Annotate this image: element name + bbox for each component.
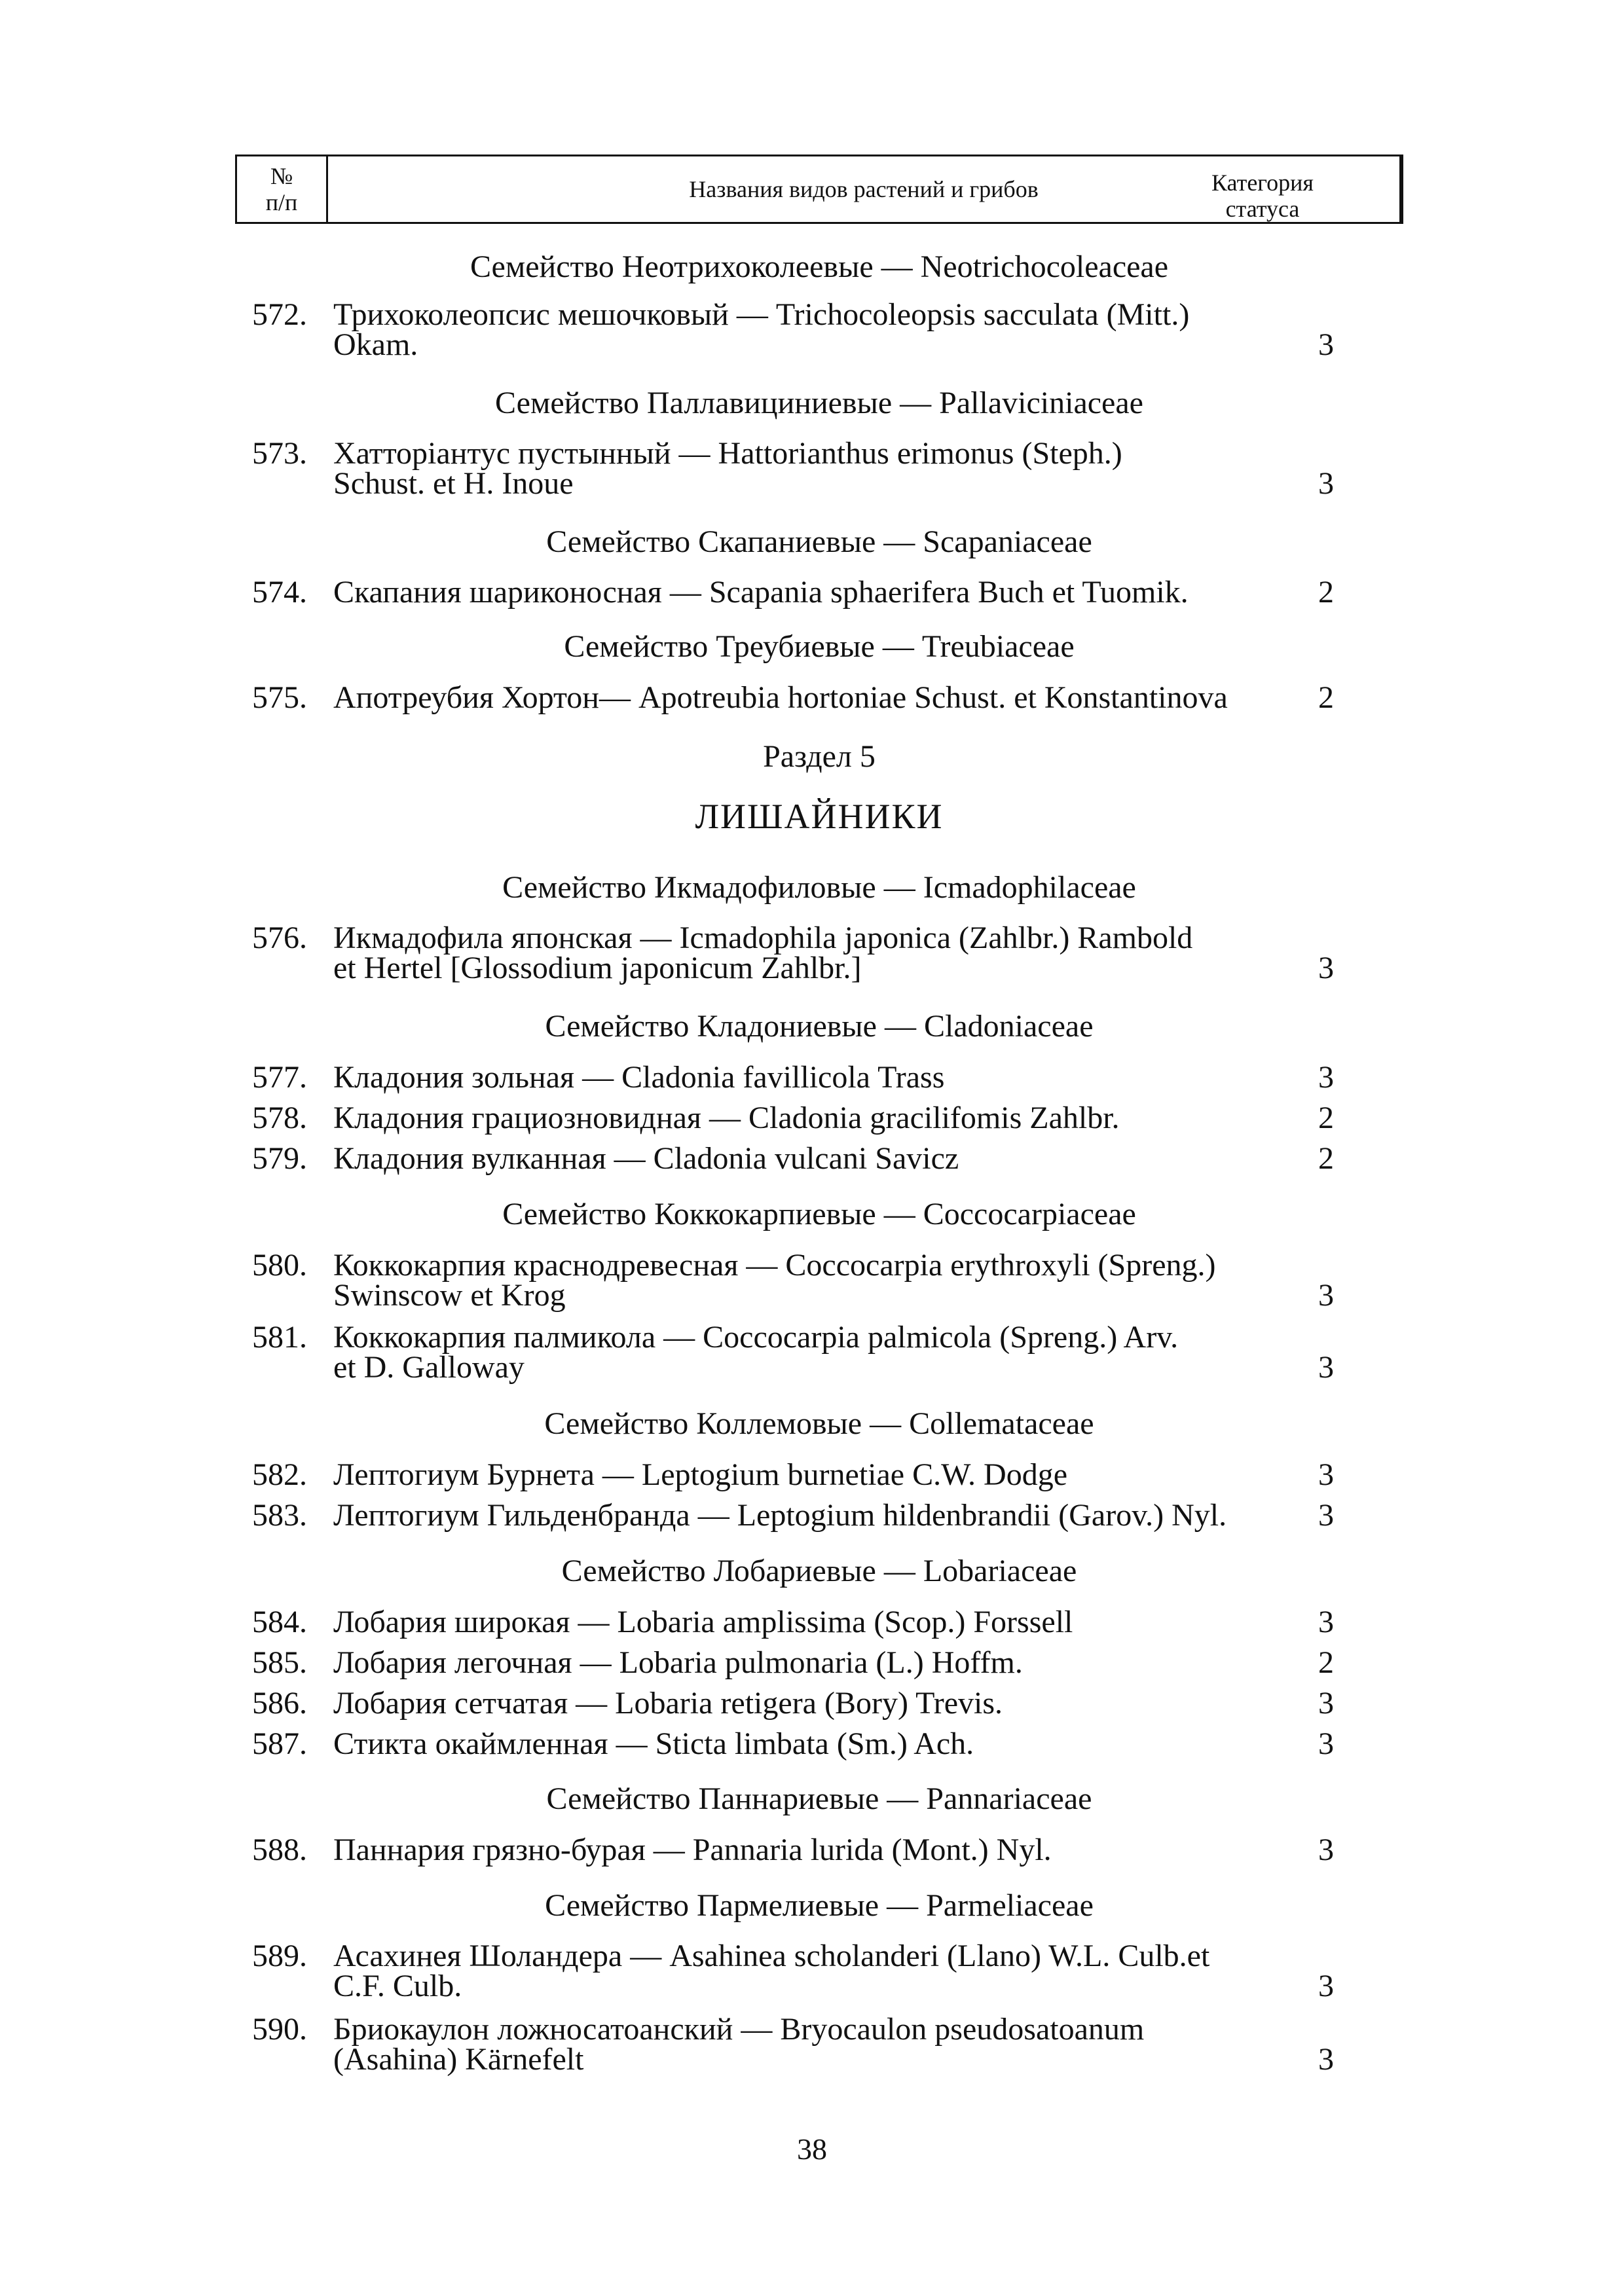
entry-line: Стикта окаймленная — Sticta limbata (Sm.) Ach. [333,1726,974,1761]
list-item [235,1141,1403,1176]
entry-text [333,1688,1329,1719]
list-item [235,2014,1403,2075]
entry-number: 582. [252,1457,307,1492]
family-heading: Семейство Пармелиевые — Parmeliaceae [545,1888,1094,1923]
entry-line: Апотреубия Хортон— Apotreubia hortoniae Schust. et Konstantinova [333,680,1228,715]
entry-text [333,1607,1329,1637]
entry-category: 3 [1318,951,1334,985]
entry-category: 3 [1318,1686,1334,1721]
entry-line: Лобария сетчатая — Lobaria retigera (Bory) Trevis. [333,1686,1003,1721]
list-item [235,1060,1403,1095]
family-heading: Семейство Паннариевые — Pannariaceae [546,1781,1092,1816]
entry-text [333,1141,1329,1176]
entry-line: Скапания шариконосная — Scapania sphaerifera Buch et Tuomik. [333,575,1189,610]
list-item [235,1688,1403,1719]
entry-text [333,1250,1329,1311]
entry-line: Okam. [333,327,418,362]
entry-line: Лобария широкая — Lobaria amplissima (Scop.) Forssell [333,1605,1073,1639]
entry-line: Коккокарпия палмикола — Coccocarpia palmicola (Spreng.) Arv. [333,1320,1179,1355]
family-heading: Семейство Коллемовые — Collemataceae [544,1406,1094,1441]
entry-text [333,436,1329,501]
entry-category: 3 [1318,1969,1334,2003]
entry-category: 3 [1318,1457,1334,1492]
entry-category: 3 [1318,327,1334,362]
header-name-label: Названия видов растений и грибов [689,176,1039,202]
entry-number: 575. [252,680,307,715]
list-item [235,920,1403,985]
section-label: Раздел 5 [763,739,876,774]
entry-line: Кладония грациозновидная — Cladonia gracilifomis Zahlbr. [333,1101,1120,1135]
entry-text [333,1726,1329,1761]
entry-line: et D. Galloway [333,1350,525,1385]
entry-text [333,1941,1329,2001]
entry-category: 2 [1318,1101,1334,1135]
entry-category: 3 [1318,2042,1334,2077]
family-heading: Семейство Паллавициниевые — Pallaviciniaceae [495,386,1143,420]
entry-line: Swinscow et Krog [333,1278,566,1313]
entry-text [333,1832,1329,1867]
entry-number: 586. [252,1686,307,1721]
header-category-line2: статуса [1225,196,1300,222]
entry-category: 2 [1318,1141,1334,1176]
entry-category: 3 [1318,1278,1334,1313]
entry-number: 577. [252,1060,307,1095]
entry-line: Лептогиум Гильденбранда — Leptogium hildenbrandii (Garov.) Nyl. [333,1498,1227,1533]
entry-line: Икмадофила японская — Icmadophila japonica (Zahlbr.) Rambold [333,920,1193,955]
entry-line: (Asahina) Kärnefelt [333,2042,584,2077]
list-item [235,1726,1403,1761]
entry-category: 3 [1318,1605,1334,1639]
family-heading: Семейство Скапаниевые — Scapaniaceae [546,524,1092,559]
entry-number: 572. [252,297,307,332]
list-item [235,1645,1403,1680]
entry-text [333,1103,1329,1133]
family-heading: Семейство Лобариевые — Lobariaceae [561,1554,1077,1588]
entry-line: Трихоколеопсис мешочковый — Trichocoleopsis sacculata (Mitt.) [333,297,1190,332]
entry-category: 3 [1318,466,1334,501]
list-item [235,1941,1403,2001]
family-heading: Семейство Неотрихоколеевые — Neotrichocoleaceae [470,249,1169,284]
list-item [235,1498,1403,1533]
entry-line: et Hertel [Glossodium japonicum Zahlbr.] [333,951,862,985]
header-category-column [1193,170,1332,222]
entry-category: 3 [1318,1726,1334,1761]
entry-number: 574. [252,575,307,610]
entry-category: 3 [1318,1498,1334,1533]
entry-text [333,297,1329,362]
header-number-abbr: п/п [265,189,298,215]
entry-number: 579. [252,1141,307,1176]
entry-line: Паннария грязно-бурая — Pannaria lurida (Mont.) Nyl. [333,1832,1052,1867]
list-item [235,577,1403,608]
entry-line: Лобария легочная — Lobaria pulmonaria (L.) Hoffm. [333,1645,1023,1680]
entry-text [333,1060,1329,1095]
entry-text [333,1322,1329,1383]
entry-line: Коккокарпия краснодревесная — Coccocarpia erythroxyli (Spreng.) [333,1248,1216,1283]
table-header [235,155,1403,224]
entry-line: C.F. Culb. [333,1969,462,2003]
entry-category: 2 [1318,680,1334,715]
section-title: ЛИШАЙНИКИ [695,797,944,836]
list-item [235,436,1403,501]
entry-number: 583. [252,1498,307,1533]
entry-number: 573. [252,436,307,471]
entry-number: 585. [252,1645,307,1680]
family-heading: Семейство Коккокарпиевые — Coccocarpiaceae [502,1197,1136,1231]
entry-text [333,1457,1329,1492]
header-category-line1: Категория [1211,170,1314,196]
header-number-symbol: № [270,163,293,189]
entry-text [333,1645,1329,1680]
entry-number: 587. [252,1726,307,1761]
page-number: 38 [797,2132,827,2166]
list-item [235,1832,1403,1867]
entry-text [333,1498,1329,1533]
entry-category: 3 [1318,1350,1334,1385]
header-number-column [237,156,328,222]
entry-text [333,920,1329,985]
family-heading: Семейство Треубиевые — Treubiaceae [564,629,1075,664]
entry-number: 589. [252,1939,307,1973]
family-heading: Семейство Икмадофиловые — Icmadophilaceae [502,870,1136,905]
list-item [235,680,1403,715]
list-item [235,1250,1403,1311]
family-heading: Семейство Кладониевые — Cladoniaceae [545,1009,1094,1044]
entry-line: Schust. et H. Inoue [333,466,574,501]
entry-line: Кладония зольная — Cladonia favillicola Trass [333,1060,945,1095]
entry-line: Лептогиум Бурнета — Leptogium burnetiae C.W. Dodge [333,1457,1067,1492]
entry-line: Бриокаулон ложносатоанский — Bryocaulon pseudosatoanum [333,2012,1145,2047]
entry-text [333,577,1329,608]
entry-number: 578. [252,1101,307,1135]
list-item [235,297,1403,362]
entry-line: Кладония вулканная — Cladonia vulcani Savicz [333,1141,959,1176]
list-item [235,1103,1403,1133]
entry-number: 576. [252,920,307,955]
entry-line: Асахинея Шоландера — Asahinea scholanderi (Llano) W.L. Culb.et [333,1939,1210,1973]
entry-category: 2 [1318,575,1334,610]
entry-number: 590. [252,2012,307,2047]
list-item [235,1457,1403,1492]
entry-number: 588. [252,1832,307,1867]
entry-text [333,2014,1329,2075]
entry-number: 584. [252,1605,307,1639]
list-item [235,1322,1403,1383]
entry-text [333,680,1329,715]
entry-category: 2 [1318,1645,1334,1680]
entry-category: 3 [1318,1060,1334,1095]
entry-number: 580. [252,1248,307,1283]
entry-number: 581. [252,1320,307,1355]
list-item [235,1607,1403,1637]
entry-category: 3 [1318,1832,1334,1867]
entry-line: Хатторiантус пустынный — Hattorianthus erimonus (Steph.) [333,436,1122,471]
